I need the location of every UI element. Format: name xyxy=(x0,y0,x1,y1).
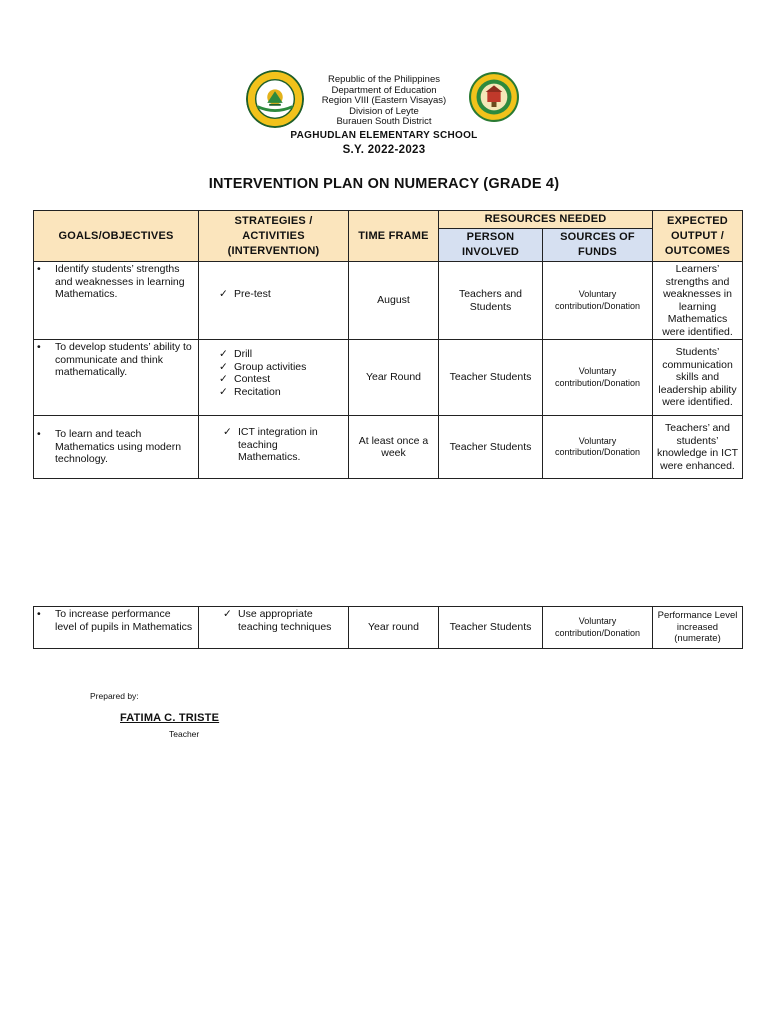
strategy-text: Use appropriate teaching techniques xyxy=(238,608,332,633)
strategy-item xyxy=(219,361,346,374)
header-expected-line: EXPECTED xyxy=(667,214,728,227)
person-cell: Teacher Students xyxy=(439,340,543,416)
person-cell: Teacher Students xyxy=(439,416,543,479)
outcome-cell: Learners’ strengths and weaknesses in learning Mathematics were identified. xyxy=(653,262,743,340)
header-resources: RESOURCES NEEDED xyxy=(439,211,653,229)
strategy-cell xyxy=(199,340,349,416)
outcome-cell: Teachers’ and students’ knowledge in ICT were enhanced. xyxy=(653,416,743,479)
goal-text: Identify students’ strengths and weaknesses in learning Mathematics. xyxy=(55,263,185,300)
signatory-name: FATIMA C. TRISTE xyxy=(120,712,220,724)
header-person-line: PERSON xyxy=(466,231,515,243)
table-row xyxy=(34,262,743,340)
header-funds-line: FUNDS xyxy=(578,246,617,258)
outcome-cell: Performance Level increased (numerate) xyxy=(653,607,743,649)
header-line-republic: Republic of the Philippines xyxy=(328,74,440,85)
strategy-text: Drill xyxy=(234,348,253,360)
funds-cell: Voluntary contribution/Donation xyxy=(543,262,653,340)
bullet-icon: • xyxy=(37,341,41,353)
outcome-cell: Students’ communication skills and leadership ability were identified. xyxy=(653,340,743,416)
header-strategies xyxy=(199,211,349,262)
goal-cell xyxy=(34,607,199,649)
time-frame-cell: Year round xyxy=(349,607,439,649)
header-person xyxy=(439,229,543,262)
person-cell: Teachers and Students xyxy=(439,262,543,340)
time-frame-cell: August xyxy=(349,262,439,340)
strategy-text: Recitation xyxy=(234,385,281,398)
header-expected xyxy=(653,211,743,262)
strategy-text: Pre-test xyxy=(234,288,271,301)
goal-text: To develop students’ ability to communicate and think mathematically. xyxy=(55,341,192,378)
signatory-role: Teacher xyxy=(169,729,200,739)
header-line-deped: Department of Education xyxy=(331,84,437,96)
time-frame-cell: At least once a week xyxy=(349,416,439,479)
strategy-text: ICT integration in teaching Mathematics. xyxy=(238,426,318,463)
header-line-district: Burauen South District xyxy=(336,116,432,128)
strategy-cell xyxy=(199,416,349,479)
strategy-item xyxy=(219,373,346,386)
bullet-icon: • xyxy=(37,263,41,275)
strategy-item xyxy=(219,288,346,301)
table-row xyxy=(34,607,743,649)
prepared-by-label: Prepared by: xyxy=(90,691,139,701)
header-strategies-line: ACTIVITIES xyxy=(242,229,305,242)
bullet-icon: • xyxy=(37,428,41,440)
header-goals: GOALS/OBJECTIVES xyxy=(34,211,199,262)
header-strategies-line: STRATEGIES / xyxy=(234,214,313,227)
table-header-row xyxy=(34,211,743,229)
funds-cell: Voluntary contribution/Donation xyxy=(543,340,653,416)
funds-cell: Voluntary contribution/Donation xyxy=(543,416,653,479)
header-line-division: Division of Leyte xyxy=(349,105,419,117)
person-cell: Teacher Students xyxy=(439,607,543,649)
intervention-plan-table-continued xyxy=(33,606,743,649)
time-frame-cell: Year Round xyxy=(349,340,439,416)
bullet-icon: • xyxy=(37,608,41,620)
strategy-item xyxy=(223,608,346,633)
check-icon: ✓ xyxy=(219,373,228,385)
strategy-item xyxy=(223,426,346,464)
strategy-text: Group activities xyxy=(234,360,307,373)
goal-text: To increase performance level of pupils in Mathematics xyxy=(55,608,193,633)
header-funds-line: SOURCES OF xyxy=(560,231,635,243)
header-person-line: INVOLVED xyxy=(461,246,519,258)
table-row xyxy=(34,340,743,416)
school-year: S.Y. 2022-2023 xyxy=(342,144,426,156)
header-strategies-line: (INTERVENTION) xyxy=(227,244,320,257)
header-funds xyxy=(543,229,653,262)
document-title: INTERVENTION PLAN ON NUMERACY (GRADE 4) xyxy=(208,176,560,192)
agency-header xyxy=(284,75,484,128)
header-expected-line: OUTCOMES xyxy=(664,244,731,257)
strategy-item xyxy=(219,386,346,399)
header-time-frame: TIME FRAME xyxy=(349,211,439,262)
goal-cell xyxy=(34,416,199,479)
header-expected-line: OUTPUT / xyxy=(671,229,724,242)
goal-cell xyxy=(34,262,199,340)
check-icon: ✓ xyxy=(223,608,232,620)
goal-cell xyxy=(34,340,199,416)
strategy-item xyxy=(219,348,346,361)
school-name: PAGHUDLAN ELEMENTARY SCHOOL xyxy=(290,130,478,141)
check-icon: ✓ xyxy=(219,385,228,398)
strategy-cell xyxy=(199,262,349,340)
check-icon: ✓ xyxy=(219,348,228,360)
table-row xyxy=(34,416,743,479)
check-icon: ✓ xyxy=(219,360,228,373)
strategy-text: Contest xyxy=(234,373,271,385)
header-line-region: Region VIII (Eastern Visayas) xyxy=(321,95,447,107)
funds-cell: Voluntary contribution/Donation xyxy=(543,607,653,649)
strategy-cell xyxy=(199,607,349,649)
check-icon: ✓ xyxy=(219,288,228,301)
check-icon: ✓ xyxy=(223,426,232,438)
intervention-plan-table xyxy=(33,210,743,479)
goal-text: To learn and teach Mathematics using modern technology. xyxy=(55,428,182,465)
